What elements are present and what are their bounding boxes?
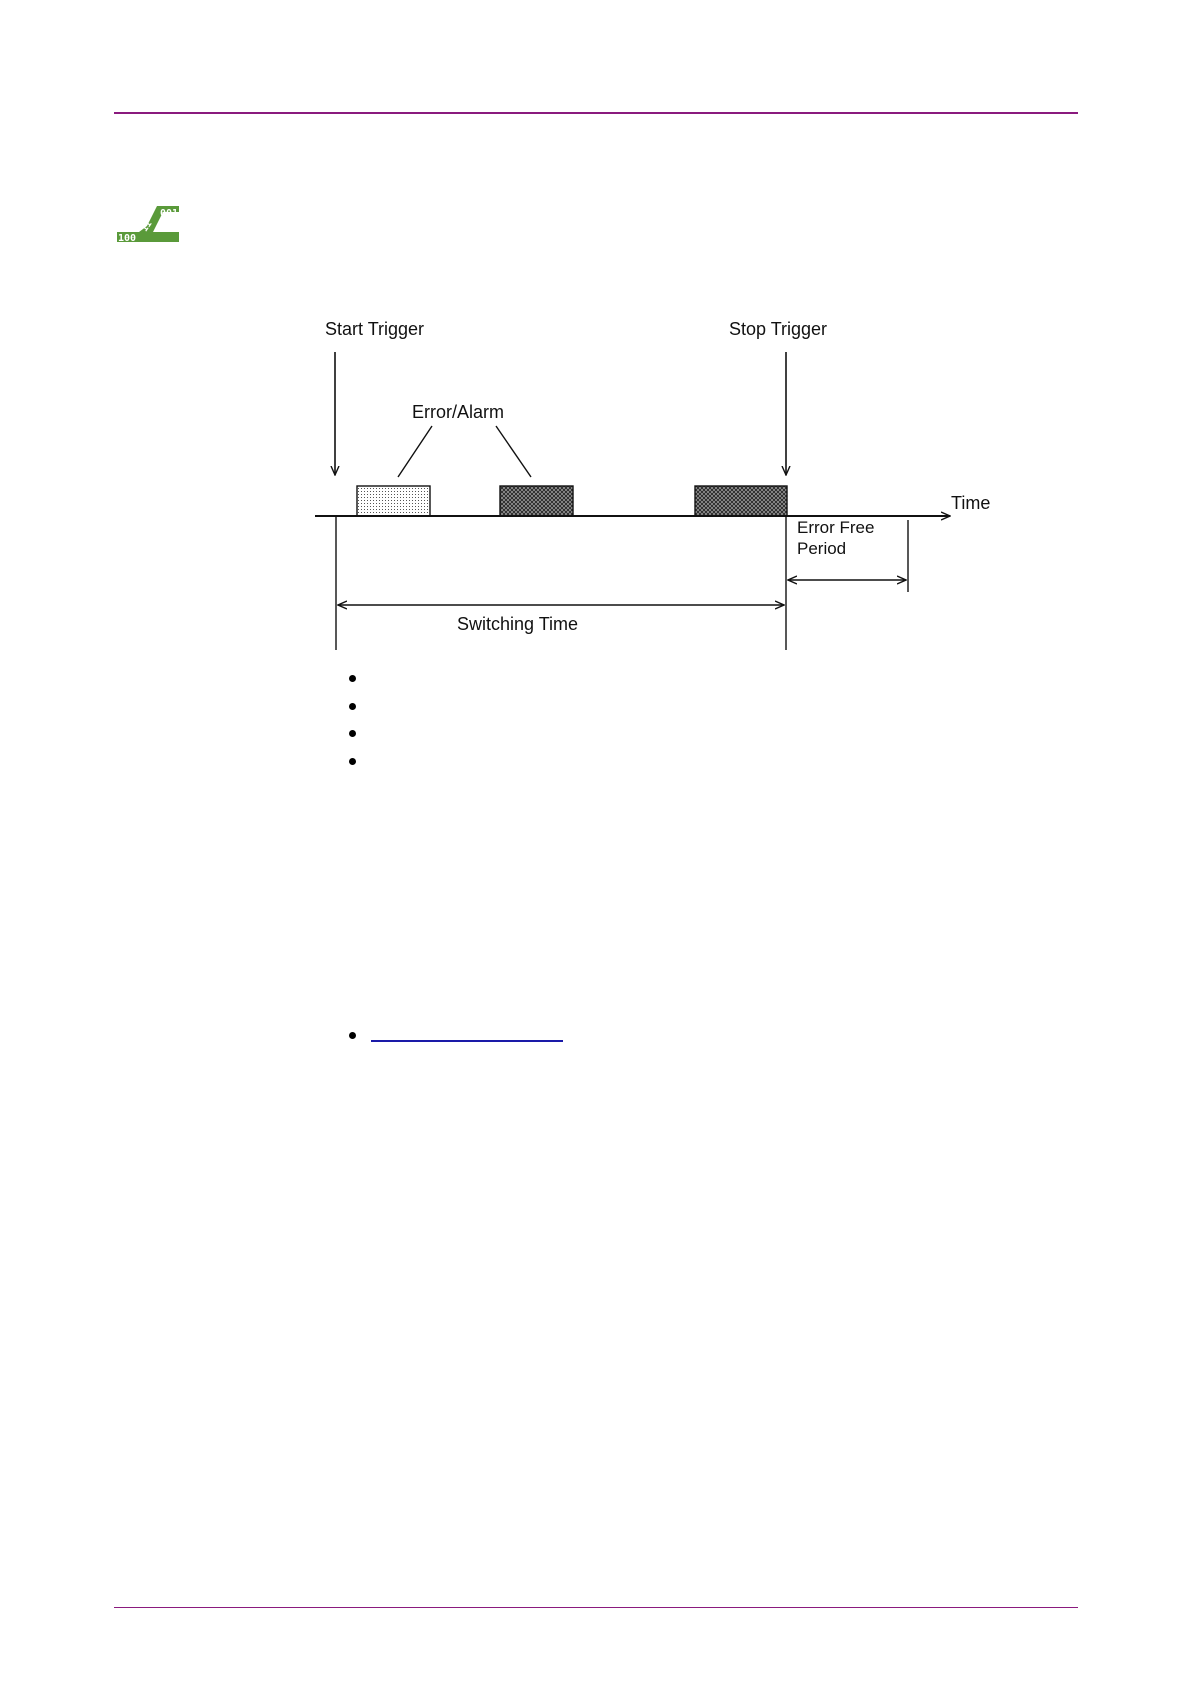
switching-time-diagram — [300, 310, 1000, 660]
error-block-light — [357, 486, 430, 516]
error-block-dark-2 — [695, 486, 787, 516]
bullet-dot-icon — [349, 1032, 356, 1039]
logo-text-bottom: 100 — [118, 233, 137, 242]
time-axis-label: Time — [951, 493, 991, 513]
error-alarm-label: Error/Alarm — [412, 402, 505, 422]
logo-text-diag: 11 — [140, 219, 155, 234]
bullet-dot-icon — [349, 730, 356, 737]
error-free-label-line1: Error Free — [797, 518, 875, 537]
error-pointer-right — [496, 426, 531, 477]
switching-time-label: Switching Time — [457, 614, 579, 634]
binary-logo-icon — [117, 206, 179, 242]
header-rule — [114, 112, 1078, 114]
hyperlink[interactable] — [371, 1040, 563, 1042]
error-free-label-line2: Period — [797, 539, 847, 558]
start-trigger-label: Start Trigger — [325, 319, 425, 339]
error-block-dark-1 — [500, 486, 573, 516]
footer-rule — [114, 1607, 1078, 1608]
logo-text-top: 001 — [160, 208, 179, 219]
error-pointer-left — [398, 426, 432, 477]
bullet-dot-icon — [349, 675, 356, 682]
bullet-dot-icon — [349, 703, 356, 710]
bullet-dot-icon — [349, 758, 356, 765]
stop-trigger-label: Stop Trigger — [729, 319, 828, 339]
